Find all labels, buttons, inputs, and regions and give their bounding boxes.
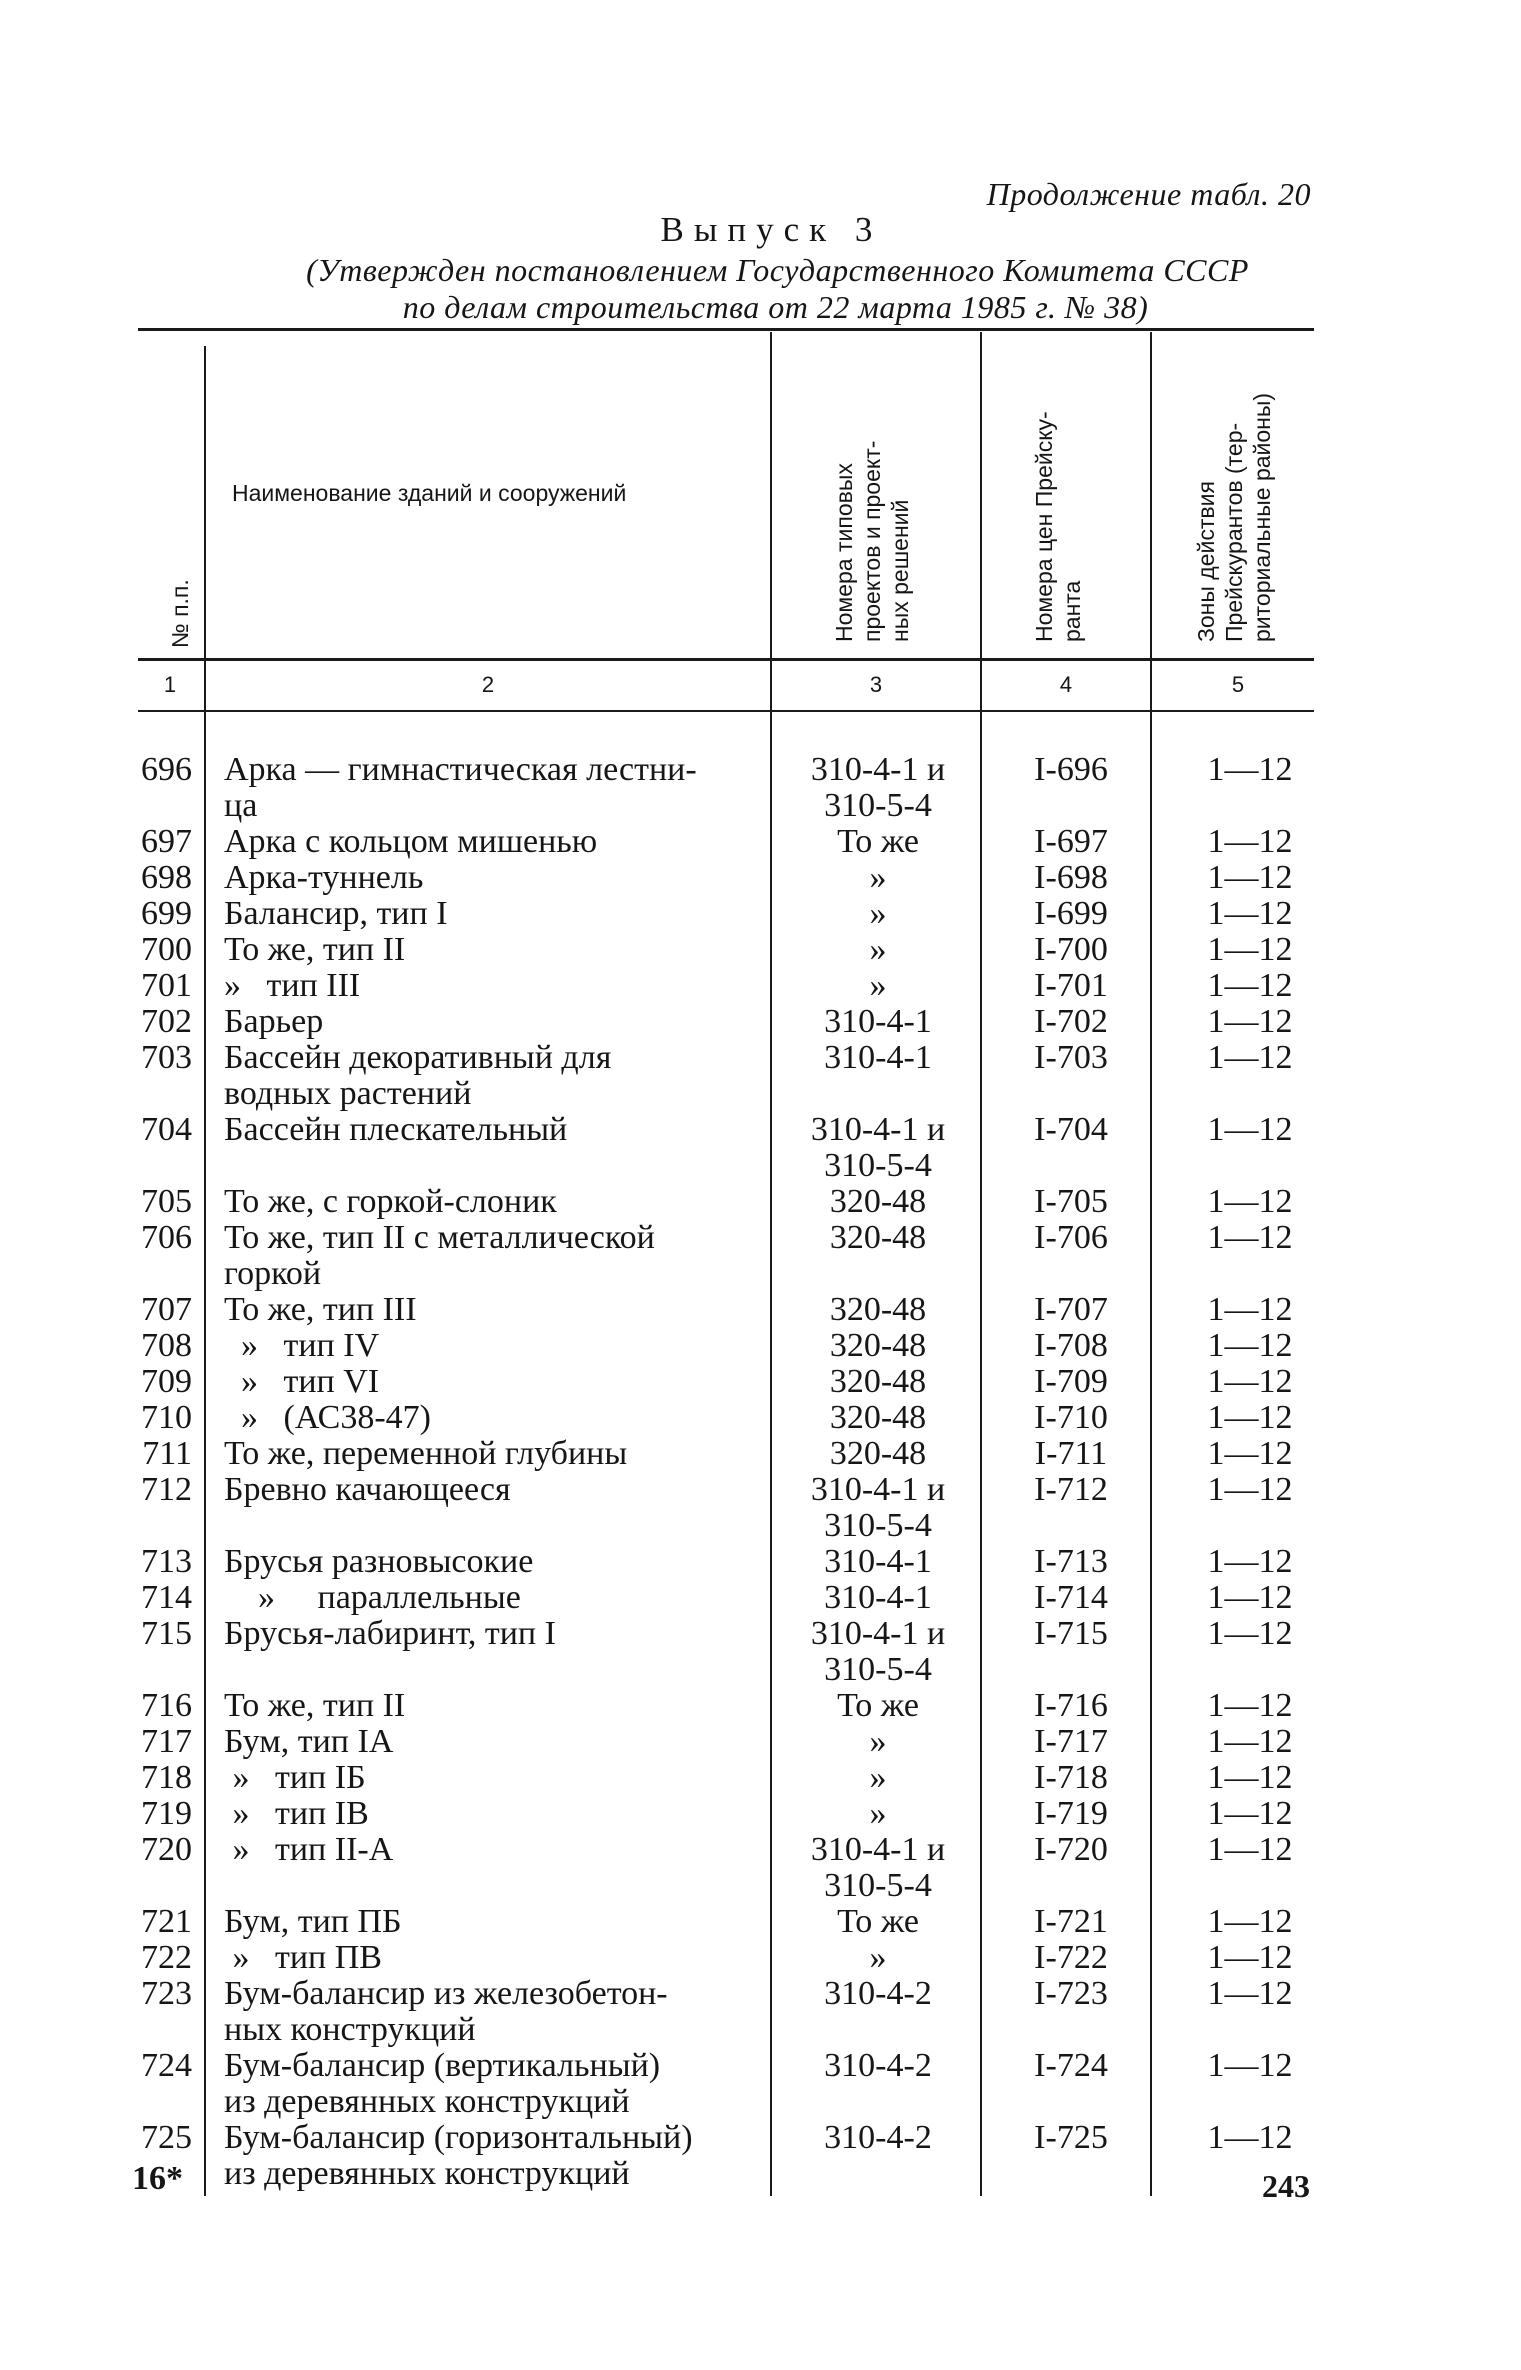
row-name: водных растений	[224, 1075, 472, 1112]
row-number: 724	[141, 2047, 192, 2084]
row-price-number: I-700	[1034, 931, 1108, 968]
row-name: » (АС38-47)	[224, 1399, 432, 1436]
row-name: Бассейн плескательный	[224, 1111, 568, 1148]
column-header-zones: Зоны действия Прейскурантов (тер- риториальные районы)	[1193, 392, 1275, 642]
row-price-number: I-722	[1034, 1939, 1108, 1976]
row-price-number: I-715	[1034, 1615, 1108, 1652]
row-number: 699	[141, 895, 192, 932]
row-name: Бассейн декоративный для	[224, 1039, 612, 1076]
signature-mark: 16*	[132, 2160, 183, 2197]
row-project: 320-48	[829, 1435, 927, 1472]
row-price-number: I-719	[1034, 1795, 1108, 1832]
approval-line-1: (Утвержден постановлением Государственного Комитета СССР	[306, 252, 1249, 288]
row-number: 713	[141, 1543, 192, 1580]
row-project: 310-4-1	[824, 1543, 932, 1580]
column-number-5: 5	[1231, 672, 1245, 697]
row-name: Бум, тип IA	[224, 1723, 394, 1760]
row-project: 310-4-1 и	[810, 1831, 946, 1868]
row-name: Бум-балансир (горизонтальный)	[224, 2119, 693, 2156]
row-project: То же	[837, 823, 919, 860]
row-price-number: I-696	[1034, 751, 1108, 788]
row-project: 310-5-4	[824, 1651, 932, 1688]
row-number: 706	[141, 1219, 192, 1256]
row-zone: 1—12	[1207, 1399, 1293, 1436]
row-project: 310-5-4	[824, 1147, 932, 1184]
row-name: » тип III	[224, 967, 361, 1004]
row-project: 310-5-4	[824, 1867, 932, 1904]
row-price-number: I-720	[1034, 1831, 1108, 1868]
row-number: 721	[141, 1903, 192, 1940]
row-project: »	[869, 931, 887, 968]
row-zone: 1—12	[1207, 1723, 1293, 1760]
row-price-number: I-702	[1034, 1003, 1108, 1040]
row-project: 310-4-2	[824, 1975, 932, 2012]
row-project: То же	[837, 1903, 919, 1940]
row-project: »	[869, 1759, 887, 1796]
row-project: »	[869, 895, 887, 932]
row-number: 708	[141, 1327, 192, 1364]
row-zone: 1—12	[1207, 1939, 1293, 1976]
row-number: 714	[141, 1579, 192, 1616]
row-number: 704	[141, 1111, 192, 1148]
row-zone: 1—12	[1207, 1615, 1293, 1652]
row-name: » тип IV	[224, 1327, 380, 1364]
row-project: 310-4-1 и	[810, 1111, 946, 1148]
row-project: 310-4-1 и	[810, 751, 946, 788]
row-price-number: I-707	[1034, 1291, 1108, 1328]
row-name: Барьер	[224, 1003, 324, 1040]
row-number: 716	[141, 1687, 192, 1724]
column-header-name: Наименование зданий и сооружений	[232, 480, 627, 506]
row-price-number: I-723	[1034, 1975, 1108, 2012]
row-price-number: I-717	[1034, 1723, 1108, 1760]
row-name: » тип ПВ	[224, 1939, 382, 1976]
row-number: 709	[141, 1363, 192, 1400]
row-project: 310-5-4	[824, 787, 932, 824]
row-number: 719	[141, 1795, 192, 1832]
row-price-number: I-716	[1034, 1687, 1108, 1724]
row-price-number: I-714	[1034, 1579, 1108, 1616]
row-zone: 1—12	[1207, 1543, 1293, 1580]
row-name: Бум, тип ПБ	[224, 1903, 402, 1940]
row-name: из деревянных конструкций	[224, 2083, 630, 2120]
approval-line-2: по делам строительства от 22 марта 1985 г. № 38)	[402, 289, 1149, 325]
row-project: 320-48	[829, 1291, 927, 1328]
row-number: 711	[142, 1435, 192, 1472]
row-name: То же, с горкой-слоник	[224, 1183, 557, 1220]
row-zone: 1—12	[1207, 2119, 1293, 2156]
row-number: 700	[141, 931, 192, 968]
row-number: 715	[141, 1615, 192, 1652]
table-top-rule	[138, 328, 1314, 331]
row-zone: 1—12	[1207, 1975, 1293, 2012]
row-number: 701	[141, 967, 192, 1004]
row-zone: 1—12	[1207, 1903, 1293, 1940]
row-zone: 1—12	[1207, 895, 1293, 932]
row-name: Брусья-лабиринт, тип I	[224, 1615, 556, 1652]
continuation-note: Продолжение табл. 20	[986, 176, 1311, 212]
column-header-projects: Номера типовых проектов и проект- ных решений	[831, 440, 913, 642]
row-price-number: I-725	[1034, 2119, 1108, 2156]
column-divider-1	[204, 346, 206, 2196]
row-name: » тип IВ	[224, 1795, 369, 1832]
row-number: 720	[141, 1831, 192, 1868]
row-number: 722	[141, 1939, 192, 1976]
row-price-number: I-724	[1034, 2047, 1108, 2084]
row-project: 310-4-1 и	[810, 1471, 946, 1508]
row-zone: 1—12	[1207, 1219, 1293, 1256]
row-number: 702	[141, 1003, 192, 1040]
page-number: 243	[1262, 2168, 1310, 2204]
row-zone: 1—12	[1207, 1183, 1293, 1220]
row-price-number: I-710	[1034, 1399, 1108, 1436]
row-price-number: I-697	[1034, 823, 1108, 860]
row-price-number: I-713	[1034, 1543, 1108, 1580]
row-number: 718	[141, 1759, 192, 1796]
issue-title: Выпуск 3	[660, 210, 883, 249]
row-zone: 1—12	[1207, 1003, 1293, 1040]
row-number: 717	[141, 1723, 192, 1760]
row-name: То же, тип III	[224, 1291, 417, 1328]
row-zone: 1—12	[1207, 1687, 1293, 1724]
row-price-number: I-709	[1034, 1363, 1108, 1400]
row-name: Бум-балансир из железобетон-	[224, 1975, 668, 2012]
row-number: 710	[141, 1399, 192, 1436]
column-number-3: 3	[869, 672, 883, 697]
header-bottom-rule	[138, 658, 1314, 661]
row-zone: 1—12	[1207, 931, 1293, 968]
row-name: Бум-балансир (вертикальный)	[224, 2047, 661, 2084]
row-price-number: I-704	[1034, 1111, 1108, 1148]
row-project: »	[869, 1795, 887, 1832]
row-price-number: I-712	[1034, 1471, 1108, 1508]
row-number: 725	[141, 2119, 192, 2156]
row-project: 310-4-2	[824, 2119, 932, 2156]
row-project: 310-4-1	[824, 1039, 932, 1076]
column-number-rule	[138, 710, 1314, 712]
row-project: 320-48	[829, 1327, 927, 1364]
row-name: » параллельные	[224, 1579, 521, 1616]
row-zone: 1—12	[1207, 1327, 1293, 1364]
row-number: 723	[141, 1975, 192, 2012]
row-price-number: I-711	[1034, 1435, 1108, 1472]
column-number-2: 2	[481, 672, 495, 697]
row-zone: 1—12	[1207, 1831, 1293, 1868]
row-project: То же	[837, 1687, 919, 1724]
row-project: »	[869, 1723, 887, 1760]
row-zone: 1—12	[1207, 1363, 1293, 1400]
row-zone: 1—12	[1207, 823, 1293, 860]
row-project: 320-48	[829, 1399, 927, 1436]
column-divider-2	[770, 332, 772, 2196]
row-name: То же, тип II с металлической	[224, 1219, 655, 1256]
row-zone: 1—12	[1207, 859, 1293, 896]
row-name: Арка с кольцом мишенью	[224, 823, 598, 860]
row-zone: 1—12	[1207, 1795, 1293, 1832]
row-name: Арка — гимнастическая лестни-	[224, 751, 697, 788]
row-price-number: I-703	[1034, 1039, 1108, 1076]
row-zone: 1—12	[1207, 1039, 1293, 1076]
row-zone: 1—12	[1207, 2047, 1293, 2084]
column-header-number: № п.п.	[167, 579, 193, 648]
row-name: Арка-туннель	[224, 859, 424, 896]
row-name: из деревянных конструкций	[224, 2155, 630, 2192]
row-number: 703	[141, 1039, 192, 1076]
row-name: Бревно качающееся	[224, 1471, 511, 1508]
row-name: ных конструкций	[224, 2011, 476, 2048]
row-price-number: I-698	[1034, 859, 1108, 896]
row-project: 320-48	[829, 1183, 927, 1220]
row-project: »	[869, 859, 887, 896]
row-name: Балансир, тип I	[224, 895, 448, 932]
row-price-number: I-708	[1034, 1327, 1108, 1364]
row-zone: 1—12	[1207, 1291, 1293, 1328]
row-project: 310-4-2	[824, 2047, 932, 2084]
row-zone: 1—12	[1207, 1759, 1293, 1796]
row-zone: 1—12	[1207, 1435, 1293, 1472]
row-name: ца	[224, 787, 258, 824]
row-name: » тип VI	[224, 1363, 380, 1400]
row-name: То же, тип II	[224, 931, 406, 968]
row-zone: 1—12	[1207, 1579, 1293, 1616]
row-project: 310-4-1	[824, 1579, 932, 1616]
row-name: горкой	[224, 1255, 322, 1292]
row-price-number: I-718	[1034, 1759, 1108, 1796]
row-project: 310-5-4	[824, 1507, 932, 1544]
row-project: 310-4-1 и	[810, 1615, 946, 1652]
row-zone: 1—12	[1207, 1471, 1293, 1508]
row-project: »	[869, 967, 887, 1004]
row-number: 697	[141, 823, 192, 860]
row-project: »	[869, 1939, 887, 1976]
column-divider-3	[980, 332, 982, 2196]
column-number-4: 4	[1059, 672, 1073, 697]
row-name: То же, тип II	[224, 1687, 406, 1724]
row-number: 696	[141, 751, 192, 788]
column-number-1: 1	[163, 672, 177, 697]
row-name: То же, переменной глубины	[224, 1435, 628, 1472]
row-name: » тип II-А	[224, 1831, 394, 1868]
row-number: 698	[141, 859, 192, 896]
row-project: 320-48	[829, 1363, 927, 1400]
row-project: 310-4-1	[824, 1003, 932, 1040]
row-price-number: I-701	[1034, 967, 1108, 1004]
row-name: » тип IБ	[224, 1759, 366, 1796]
row-zone: 1—12	[1207, 751, 1293, 788]
row-number: 712	[141, 1471, 192, 1508]
row-price-number: I-721	[1034, 1903, 1108, 1940]
row-number: 705	[141, 1183, 192, 1220]
column-header-prices: Номера цен Прейску- ранта	[1031, 411, 1085, 642]
row-price-number: I-706	[1034, 1219, 1108, 1256]
row-zone: 1—12	[1207, 967, 1293, 1004]
row-project: 320-48	[829, 1219, 927, 1256]
row-zone: 1—12	[1207, 1111, 1293, 1148]
row-price-number: I-705	[1034, 1183, 1108, 1220]
row-number: 707	[141, 1291, 192, 1328]
row-price-number: I-699	[1034, 895, 1108, 932]
row-name: Брусья разновысокие	[224, 1543, 534, 1580]
